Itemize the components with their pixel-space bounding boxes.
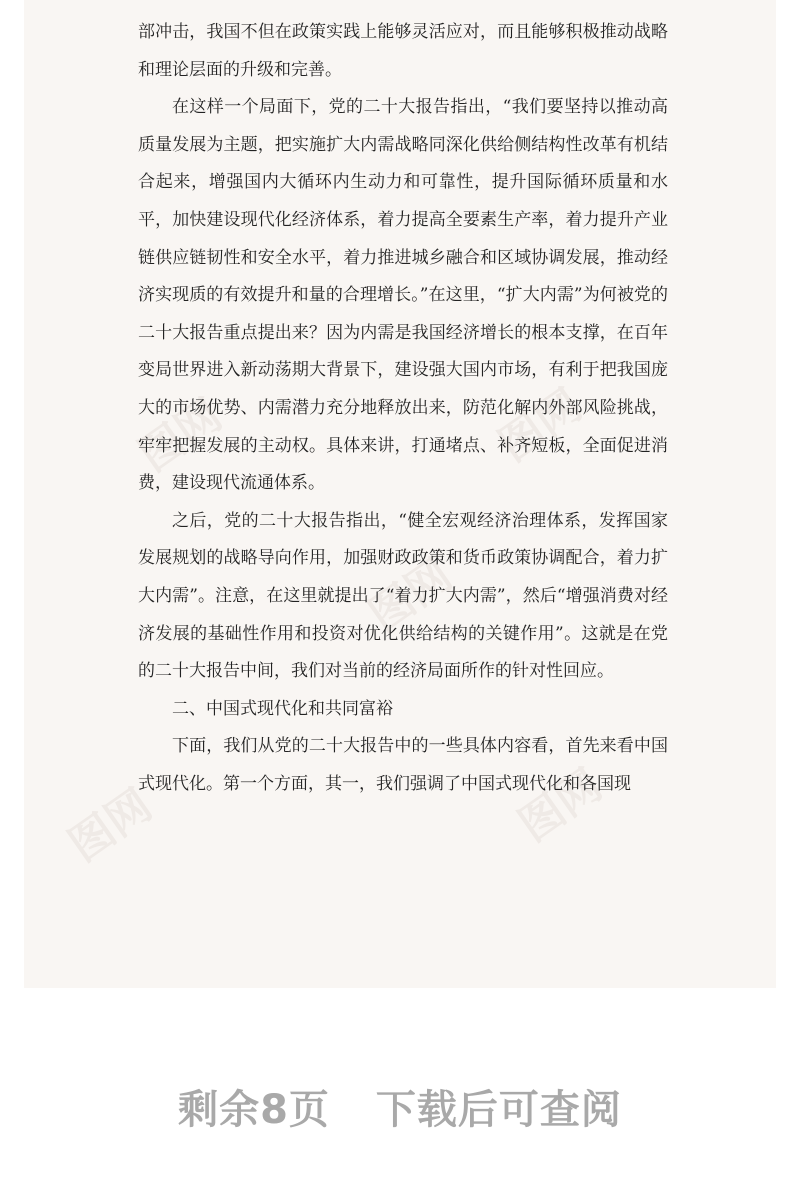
remaining-pages-label: 剩余8页: [178, 1087, 330, 1133]
watermark: 图网: [489, 379, 592, 472]
paragraph: 部冲击，我国不但在政策实践上能够灵活应对，而且能够积极推动战略和理论层面的升级和完善。: [138, 22, 668, 80]
paragraph: 之后，党的二十大报告指出，“健全宏观经济治理体系，发挥国家发展规划的战略导向作用，加强财政政策和货币政策协调配合，着力扩大内需”。注意，在这里就提出了“着力扩大内需”，然后“增强消费对经济发展的基础性作用和投资对优化供给结构的关键作用”。这就是在党的二十大报告中间，我们对当前的经济局面所作的针对性回应。: [138, 510, 668, 682]
download-to-view-label: 下载后可查阅: [375, 1087, 622, 1133]
watermark: 图网: [509, 759, 612, 852]
watermark: 图网: [129, 389, 232, 482]
watermark: 图网: [59, 779, 162, 872]
paragraph: 在这样一个局面下，党的二十大报告指出，“我们要坚持以推动高质量发展为主题，把实施扩大内需战略同深化供给侧结构性改革有机结合起来，增强国内大循环内生动力和可靠性，提升国际循环质量和水平，加快建设现代化经济体系，着力提高全要素生产率，着力提升产业链供应链韧性和安全水平，着力推进城乡融合和区域协调发展，推动经济实现质的有效提升和量的合理增长。”在这里，“扩大内需”为何被党的二十大报告重点提出来？因为内需是我国经济增长的根本支撑，在百年变局世界进入新动荡期大背景下，建设强大国内市场，有利于把我国庞大的市场优势、内需潜力充分地释放出来，防范化解内外部风险挑战，牢牢把握发展的主动权。具体来讲，打通堵点、补齐短板，全面促进消费，建设现代流通体系。: [138, 97, 668, 494]
watermark: 图网: [359, 549, 462, 642]
paragraph: 下面，我们从党的二十大报告中的一些具体内容看，首先来看中国式现代化。第一个方面，其一，我们强调了中国式现代化和各国现: [138, 736, 668, 794]
download-prompt-banner[interactable]: [0, 1078, 800, 1135]
section-heading: 二、中国式现代化和共同富裕: [172, 698, 393, 719]
document-body: [138, 14, 668, 803]
